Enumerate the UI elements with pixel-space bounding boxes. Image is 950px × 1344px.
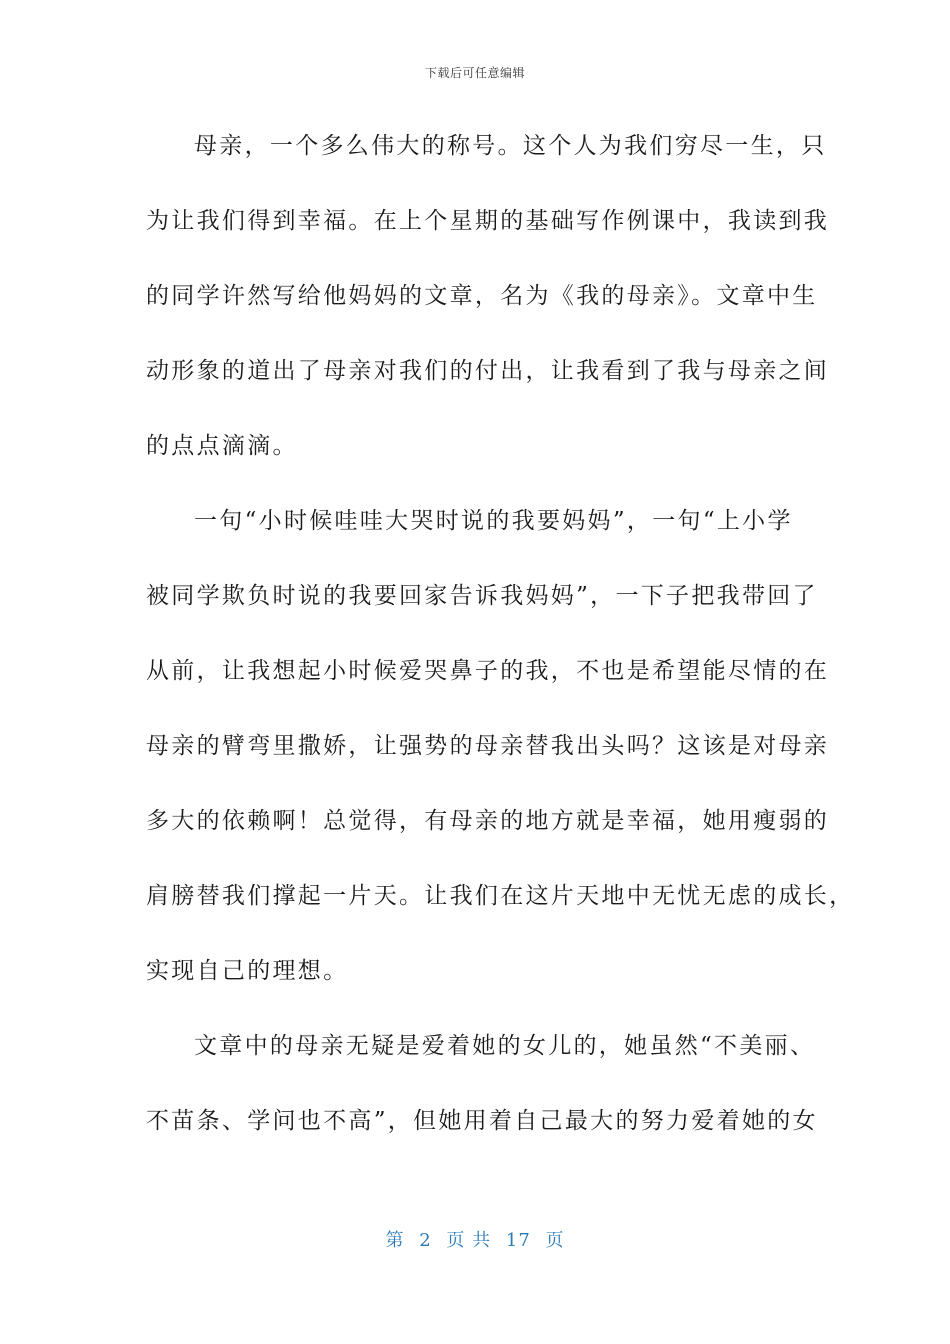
paragraph-1-line-2: 为让我们得到幸福。在上个星期的基础写作例课中，我读到我: [146, 208, 830, 234]
footer-total-pages: 17: [505, 1230, 531, 1251]
paragraph-1-line-5: 的点点滴滴。: [146, 433, 298, 459]
paragraph-1-line-1: 母亲，一个多么伟大的称号。这个人为我们穷尽一生，只: [194, 133, 827, 159]
paragraph-2-line-1: 一句“小时候哇哇大哭时说的我要妈妈”，一句“上小学: [194, 508, 793, 534]
footer-suffix: 页: [545, 1230, 565, 1251]
page-header: 下载后可任意编辑: [424, 66, 525, 80]
paragraph-1-line-3: 的同学许然写给他妈妈的文章，名为《我的母亲》。文章中生: [146, 283, 818, 309]
paragraph-2-line-6: 肩膀替我们撑起一片天。让我们在这片天地中无忧无虑的成长，: [146, 883, 855, 909]
document-body: [146, 118, 855, 1168]
paragraph-2-line-7: 实现自己的理想。: [146, 958, 349, 984]
paragraph-2-line-2: 被同学欺负时说的我要回家告诉我妈妈”，一下子把我带回了: [146, 583, 818, 609]
paragraph-3-line-1: 文章中的母亲无疑是爱着她的女儿的，她虽然“不美丽、: [194, 1033, 816, 1059]
footer-page-number: 2: [419, 1230, 432, 1251]
paragraph-1-line-4: 动形象的道出了母亲对我们的付出，让我看到了我与母亲之间: [146, 358, 830, 384]
paragraph-3-line-2: 不苗条、学问也不高”，但她用着自己最大的努力爱着她的女: [146, 1108, 818, 1134]
footer-mid: 页 共: [446, 1230, 492, 1251]
paragraph-2-line-4: 母亲的臂弯里撒娇，让强势的母亲替我出头吗？这该是对母亲: [146, 733, 830, 759]
page-footer: [0, 1226, 950, 1252]
paragraph-2-line-3: 从前，让我想起小时候爱哭鼻子的我，不也是希望能尽情的在: [146, 658, 830, 684]
footer-prefix: 第: [385, 1230, 405, 1251]
paragraph-2-line-5: 多大的依赖啊！总觉得，有母亲的地方就是幸福，她用瘦弱的: [146, 808, 830, 834]
